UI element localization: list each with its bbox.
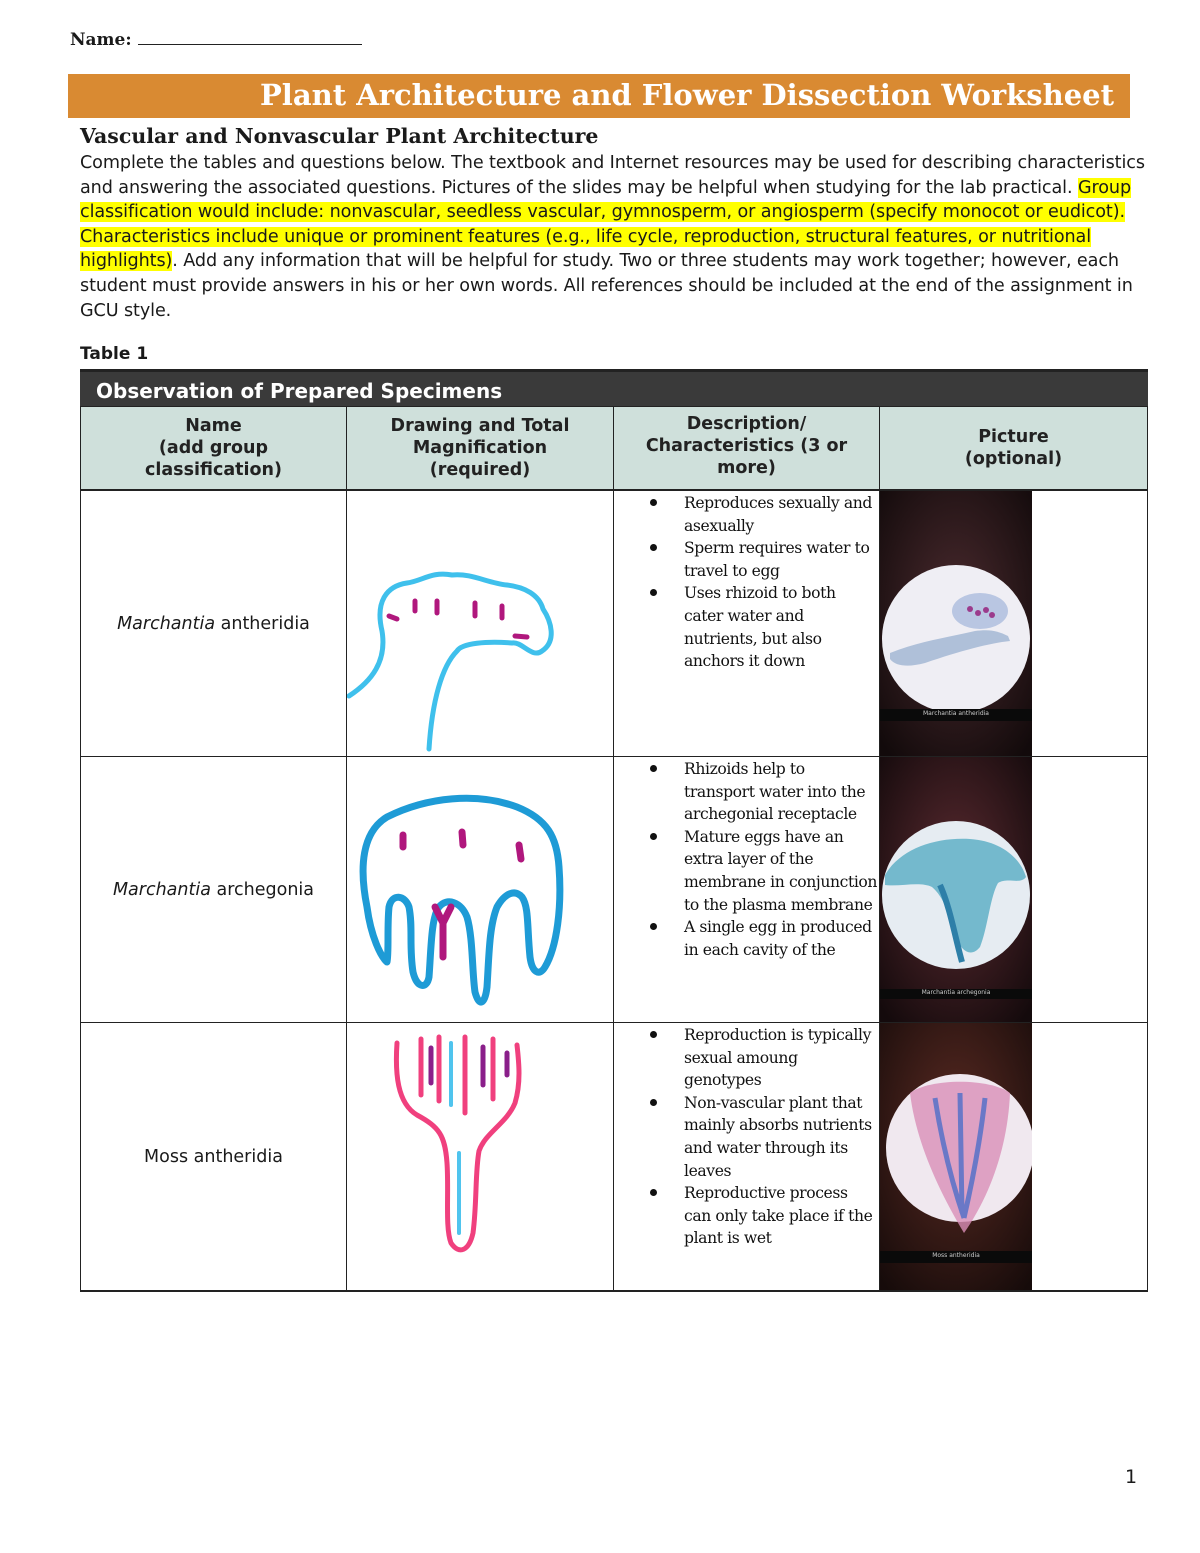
title-banner (68, 74, 1130, 118)
characteristic-item: Mature eggs have an extra layer of the membrane in conjunction to the plasma membrane (684, 826, 879, 916)
section-heading: Vascular and Nonvascular Plant Architecture (80, 124, 599, 148)
specimens-table (80, 369, 1148, 1292)
specimen-name: Moss antheridia (80, 1023, 347, 1290)
characteristic-item: Reproduces sexually and asexually (684, 492, 879, 537)
micrograph-photo (880, 491, 1032, 756)
specimen-picture-cell (880, 491, 1148, 756)
page-title: Plant Architecture and Flower Dissection Worksheet (260, 78, 1115, 112)
name-blank-line[interactable] (138, 30, 362, 45)
table-title: Observation of Prepared Specimens (80, 369, 1148, 406)
instructions-part2: . Add any information that will be helpful for study. Two or three students may work together; however, each student must provide answers in his or her own words. All references should be included at the end of the assignment in GCU style. (80, 251, 1133, 321)
specimen-description (614, 491, 880, 756)
micrograph-photo (880, 1023, 1032, 1290)
table-row (80, 1023, 1148, 1292)
characteristic-item: A single egg in produced in each cavity of the (684, 916, 879, 961)
header-description: Description/ Characteristics (3 or more) (614, 407, 880, 489)
specimen-drawing (347, 491, 614, 756)
picture-caption: Marchantia antheridia (923, 710, 989, 717)
specimen-drawing (347, 1023, 614, 1290)
specimen-picture-cell (880, 757, 1148, 1022)
name-field (70, 30, 362, 50)
specimen-name: Marchantia archegonia (80, 757, 347, 1022)
characteristic-item: Reproduction is typically sexual amoung genotypes (684, 1024, 879, 1092)
table-header-row (80, 406, 1148, 491)
characteristic-item: Uses rhizoid to both cater water and nutrients, but also anchors it down (684, 582, 879, 672)
instructions-paragraph (80, 151, 1152, 323)
specimen-picture-cell (880, 1023, 1148, 1290)
characteristic-item: Non-vascular plant that mainly absorbs nutrients and water through its leaves (684, 1092, 879, 1182)
header-name: Name (add group classification) (80, 407, 347, 489)
characteristic-item: Sperm requires water to travel to egg (684, 537, 879, 582)
micrograph-photo (880, 757, 1032, 1022)
page-number: 1 (1125, 1466, 1138, 1488)
instructions-part1: Complete the tables and questions below. The textbook and Internet resources may be used for describing characteristics and answering the associated questions. Pictures of the slides may be helpful when studying for the lab practical. (80, 153, 1145, 198)
table-row (80, 757, 1148, 1023)
header-drawing: Drawing and Total Magnification (required) (347, 407, 614, 489)
instructions-highlight: Group classification would include: nonvascular, seedless vascular, gymnosperm, or angiosperm (specify monocot or eudicot). Characteristics include unique or prominent features (e.g., life cycle, reproduction, structural features, or nutritional highlights) (80, 177, 1132, 272)
characteristic-item: Rhizoids help to transport water into the archegonial receptacle (684, 758, 879, 826)
specimen-description (614, 1023, 880, 1290)
characteristic-item: Reproductive process can only take place if the plant is wet (684, 1182, 879, 1250)
specimen-description (614, 757, 880, 1022)
table-label: Table 1 (80, 344, 149, 364)
header-picture: Picture (optional) (880, 407, 1148, 489)
table-row (80, 491, 1148, 757)
picture-caption: Marchantia archegonia (921, 989, 991, 996)
specimen-drawing (347, 757, 614, 1022)
specimen-name: Marchantia antheridia (80, 491, 347, 756)
name-label: Name: (70, 30, 132, 50)
picture-caption: Moss antheridia (932, 1252, 980, 1259)
